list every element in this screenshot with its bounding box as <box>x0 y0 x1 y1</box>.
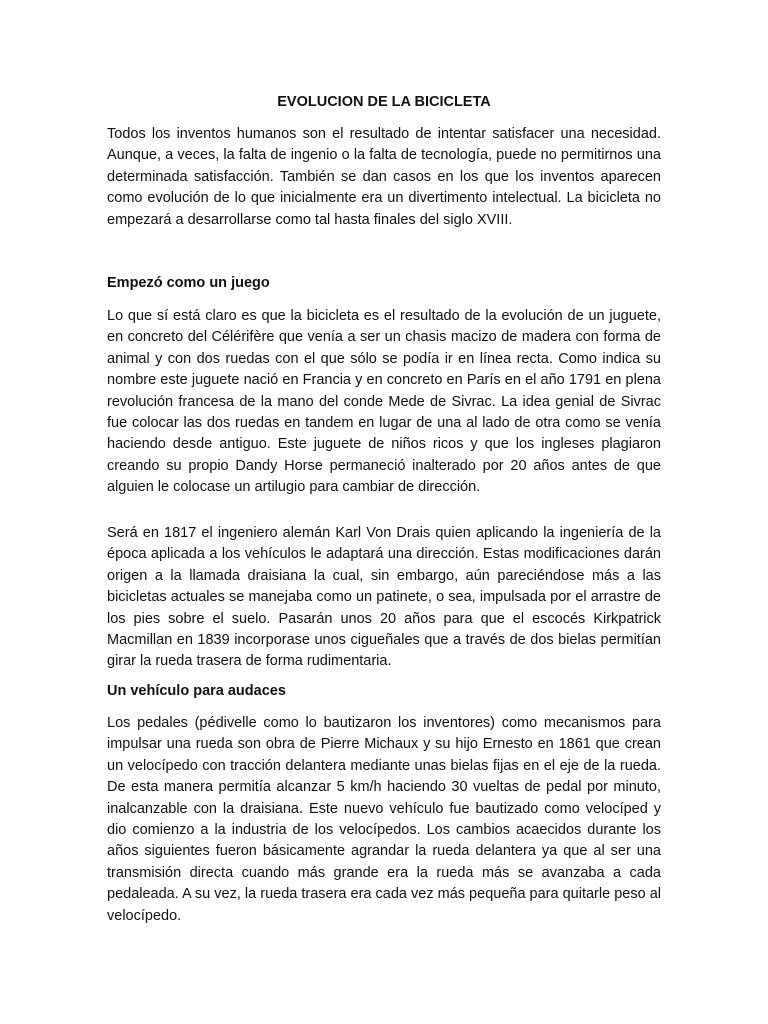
section-audaces-paragraph-1: Los pedales (pédivelle como lo bautizaron los inventores) como mecanismos para impulsar una rueda son obra de Pierre Michaux y su hijo Ernesto en 1861 que crean un velocípedo con tracción delantera mediante unas bielas fijas en el eje de la rueda. De esta manera permitía alcanzar 5 km/h haciendo 30 vueltas de pedal por minuto, inalcanzable con la draisiana. Este nuevo vehículo fue bautizado como velocíped y dio comienzo a la industria de los velocípedos. Los cambios acaecidos durante los años siguientes fueron básicamente agrandar la rueda delantera ya que al ser una transmisión directa cuando más grande era la rueda más se avanzaba a cada pedaleada. A su vez, la rueda trasera era cada vez más pequeña para quitarle peso al velocípedo. <box>107 715 661 924</box>
intro-paragraph: Todos los inventos humanos son el resultado de intentar satisfacer una necesidad. Aunque, a veces, la falta de ingenio o la falta de tecnología, puede no permitirnos una determinada satisfacción. También se dan casos en los que los inventos aparecen como evolución de lo que inicialmente era un divertimento intelectual. La bicicleta no empezará a desarrollarse como tal hasta finales del siglo XVIII. <box>107 126 661 228</box>
section-juego-paragraph-2: Será en 1817 el ingeniero alemán Karl Von Drais quien aplicando la ingeniería de la época aplicada a los vehículos le adaptará una dirección. Estas modificaciones darán origen a la llamada draisiana la cual, sin embargo, aún pareciéndose más a las bicicletas actuales se manejaba como un patinete, o sea, impulsada por el arrastre de los pies sobre el suelo. Pasarán unos 20 años para que el escocés Kirkpatrick Macmillan en 1839 incorporase unos cigueñales que a través de dos bielas permitían girar la rueda trasera de forma rudimentaria. <box>107 525 661 670</box>
page-title: EVOLUCION DE LA BICICLETA <box>277 94 491 110</box>
section-heading-audaces: Un vehículo para audaces <box>107 683 286 699</box>
section-juego-paragraph-1: Lo que sí está claro es que la bicicleta es el resultado de la evolución de un juguete, en concreto del Célérifère que venía a ser un chasis macizo de madera con forma de animal y con dos ruedas con el que sólo se podía ir en línea recta. Como indica su nombre este juguete nació en Francia y en concreto en París en el año 1791 en plena revolución francesa de la mano del conde Mede de Sivrac. La idea genial de Sivrac fue colocar las dos ruedas en tandem en lugar de una al lado de otra como se venía haciendo desde antiguo. Este juguete de niños ricos y que los ingleses plagiaron creando su propio Dandy Horse permaneció inalterado por 20 años antes de que alguien le colocase un artilugio para cambiar de dirección. <box>107 308 661 496</box>
section-heading-juego: Empezó como un juego <box>107 275 270 291</box>
